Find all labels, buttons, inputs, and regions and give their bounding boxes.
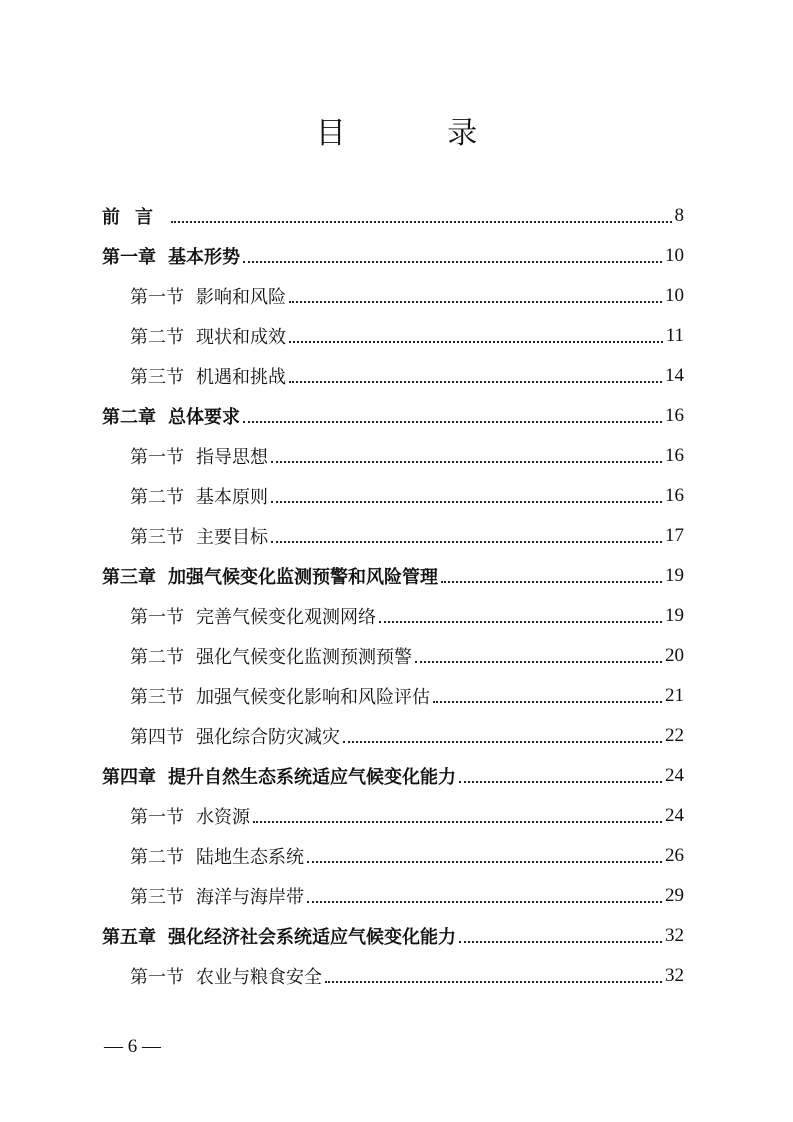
dot-leader [243, 421, 662, 423]
toc-entry-title: 加强气候变化监测预警和风险管理 [168, 567, 438, 588]
toc-entry-number: 第一节 [130, 807, 184, 828]
toc-page-number: 19 [665, 565, 684, 586]
toc-section-row[interactable] [102, 356, 684, 396]
toc-page-number: 10 [665, 245, 684, 266]
toc-entry-title: 强化经济社会系统适应气候变化能力 [168, 927, 456, 948]
toc-page-number: 16 [665, 485, 684, 506]
toc-entry-number: 第三节 [130, 887, 184, 908]
toc-page-number: 16 [665, 445, 684, 466]
toc-entry-label [130, 603, 376, 629]
toc-page-number: 29 [665, 885, 684, 906]
toc-entry-title: 海洋与海岸带 [196, 887, 304, 908]
toc-page-number: 19 [665, 605, 684, 626]
toc-entry-label [102, 203, 168, 229]
toc-chapter-row[interactable] [102, 236, 684, 276]
dot-leader [415, 661, 662, 663]
toc-page-number: 20 [665, 645, 684, 666]
toc-entry-label [130, 843, 304, 869]
toc-entry-title: 主要目标 [196, 527, 268, 548]
toc-section-row[interactable] [102, 596, 684, 636]
toc-entry-number: 第三节 [130, 687, 184, 708]
toc-chapter-row[interactable] [102, 916, 684, 956]
toc-section-row[interactable] [102, 276, 684, 316]
dot-leader [289, 301, 662, 303]
toc-entry-title: 指导思想 [196, 447, 268, 468]
toc-section-row[interactable] [102, 796, 684, 836]
toc-entry-title: 强化综合防灾减灾 [196, 727, 340, 748]
toc-entry-label [102, 563, 438, 589]
toc-entry-number: 第二节 [130, 647, 184, 668]
toc-entry-label [102, 923, 456, 949]
toc-entry-number: 第二节 [130, 847, 184, 868]
toc-page-number: 16 [665, 405, 684, 426]
toc-entry-label [130, 723, 340, 749]
toc-entry-label [130, 363, 286, 389]
table-of-contents [102, 196, 684, 996]
dot-leader [289, 341, 663, 343]
dot-leader [271, 541, 662, 543]
toc-entry-number: 第三节 [130, 527, 184, 548]
toc-entry-number: 第三节 [130, 367, 184, 388]
toc-section-row[interactable] [102, 476, 684, 516]
toc-section-row[interactable] [102, 836, 684, 876]
toc-entry-title: 总体要求 [168, 407, 240, 428]
toc-chapter-row[interactable] [102, 396, 684, 436]
toc-entry-title: 提升自然生态系统适应气候变化能力 [168, 767, 456, 788]
toc-entry-number: 第二节 [130, 327, 184, 348]
toc-entry-label [130, 803, 250, 829]
toc-entry-label [130, 643, 412, 669]
toc-entry-title: 强化气候变化监测预测预警 [196, 647, 412, 668]
toc-entry-label [130, 323, 286, 349]
toc-entry-title: 陆地生态系统 [196, 847, 304, 868]
toc-section-row[interactable] [102, 636, 684, 676]
toc-chapter-row[interactable] [102, 556, 684, 596]
toc-entry-label [130, 683, 430, 709]
toc-section-row[interactable] [102, 716, 684, 756]
toc-entry-title: 完善气候变化观测网络 [196, 607, 376, 628]
dot-leader [343, 741, 662, 743]
toc-page-number: 11 [665, 325, 684, 346]
dot-leader [243, 261, 662, 263]
toc-page-number: 32 [665, 965, 684, 986]
dot-leader [441, 581, 662, 583]
dot-leader [171, 221, 672, 223]
toc-page-number: 24 [665, 765, 684, 786]
toc-entry-label [130, 443, 268, 469]
toc-entry-number: 第二节 [130, 487, 184, 508]
toc-entry-title: 前言 [102, 207, 168, 228]
toc-page-number: 14 [665, 365, 684, 386]
toc-entry-title: 加强气候变化影响和风险评估 [196, 687, 430, 708]
toc-entry-label [102, 403, 240, 429]
toc-section-row[interactable] [102, 316, 684, 356]
dot-leader [307, 861, 662, 863]
page-number-footer: — 6 — [104, 1036, 161, 1057]
toc-entry-number: 第一节 [130, 287, 184, 308]
toc-chapter-row[interactable] [102, 756, 684, 796]
toc-entry-label [130, 883, 304, 909]
dot-leader [271, 501, 662, 503]
toc-entry-label [130, 483, 268, 509]
toc-entry-label [130, 523, 268, 549]
toc-entry-label [102, 243, 240, 269]
toc-section-row[interactable] [102, 676, 684, 716]
toc-entry-number: 第一节 [130, 967, 184, 988]
toc-section-row[interactable] [102, 516, 684, 556]
toc-entry-title: 影响和风险 [196, 287, 286, 308]
toc-page-number: 17 [665, 525, 684, 546]
toc-entry-number: 第一节 [130, 447, 184, 468]
dot-leader [459, 941, 662, 943]
dot-leader [433, 701, 662, 703]
page-title: 目 录 [315, 116, 524, 151]
dot-leader [253, 821, 662, 823]
toc-entry-title: 机遇和挑战 [196, 367, 286, 388]
toc-page-number: 8 [674, 205, 684, 226]
dot-leader [271, 461, 662, 463]
toc-page-number: 24 [665, 805, 684, 826]
toc-page-number: 22 [665, 725, 684, 746]
dot-leader [325, 981, 662, 983]
toc-entry-number: 第一章 [102, 247, 156, 268]
toc-entry-title: 现状和成效 [196, 327, 286, 348]
toc-entry-number: 第四节 [130, 727, 184, 748]
dot-leader [379, 621, 662, 623]
toc-entry-title: 农业与粮食安全 [196, 967, 322, 988]
dot-leader [307, 901, 662, 903]
dot-leader [289, 381, 662, 383]
dot-leader [459, 781, 662, 783]
toc-entry-number: 第三章 [102, 567, 156, 588]
toc-preface-row[interactable] [102, 196, 684, 236]
toc-page-number: 32 [665, 925, 684, 946]
toc-entry-title: 基本原则 [196, 487, 268, 508]
toc-entry-label [130, 963, 322, 989]
toc-section-row[interactable] [102, 956, 684, 996]
toc-entry-number: 第二章 [102, 407, 156, 428]
toc-section-row[interactable] [102, 436, 684, 476]
toc-section-row[interactable] [102, 876, 684, 916]
toc-entry-label [102, 763, 456, 789]
toc-entry-title: 基本形势 [168, 247, 240, 268]
toc-entry-title: 水资源 [196, 807, 250, 828]
toc-page-number: 21 [665, 685, 684, 706]
toc-entry-number: 第五章 [102, 927, 156, 948]
toc-page-number: 10 [665, 285, 684, 306]
toc-entry-label [130, 283, 286, 309]
toc-page-number: 26 [665, 845, 684, 866]
toc-entry-number: 第一节 [130, 607, 184, 628]
toc-entry-number: 第四章 [102, 767, 156, 788]
